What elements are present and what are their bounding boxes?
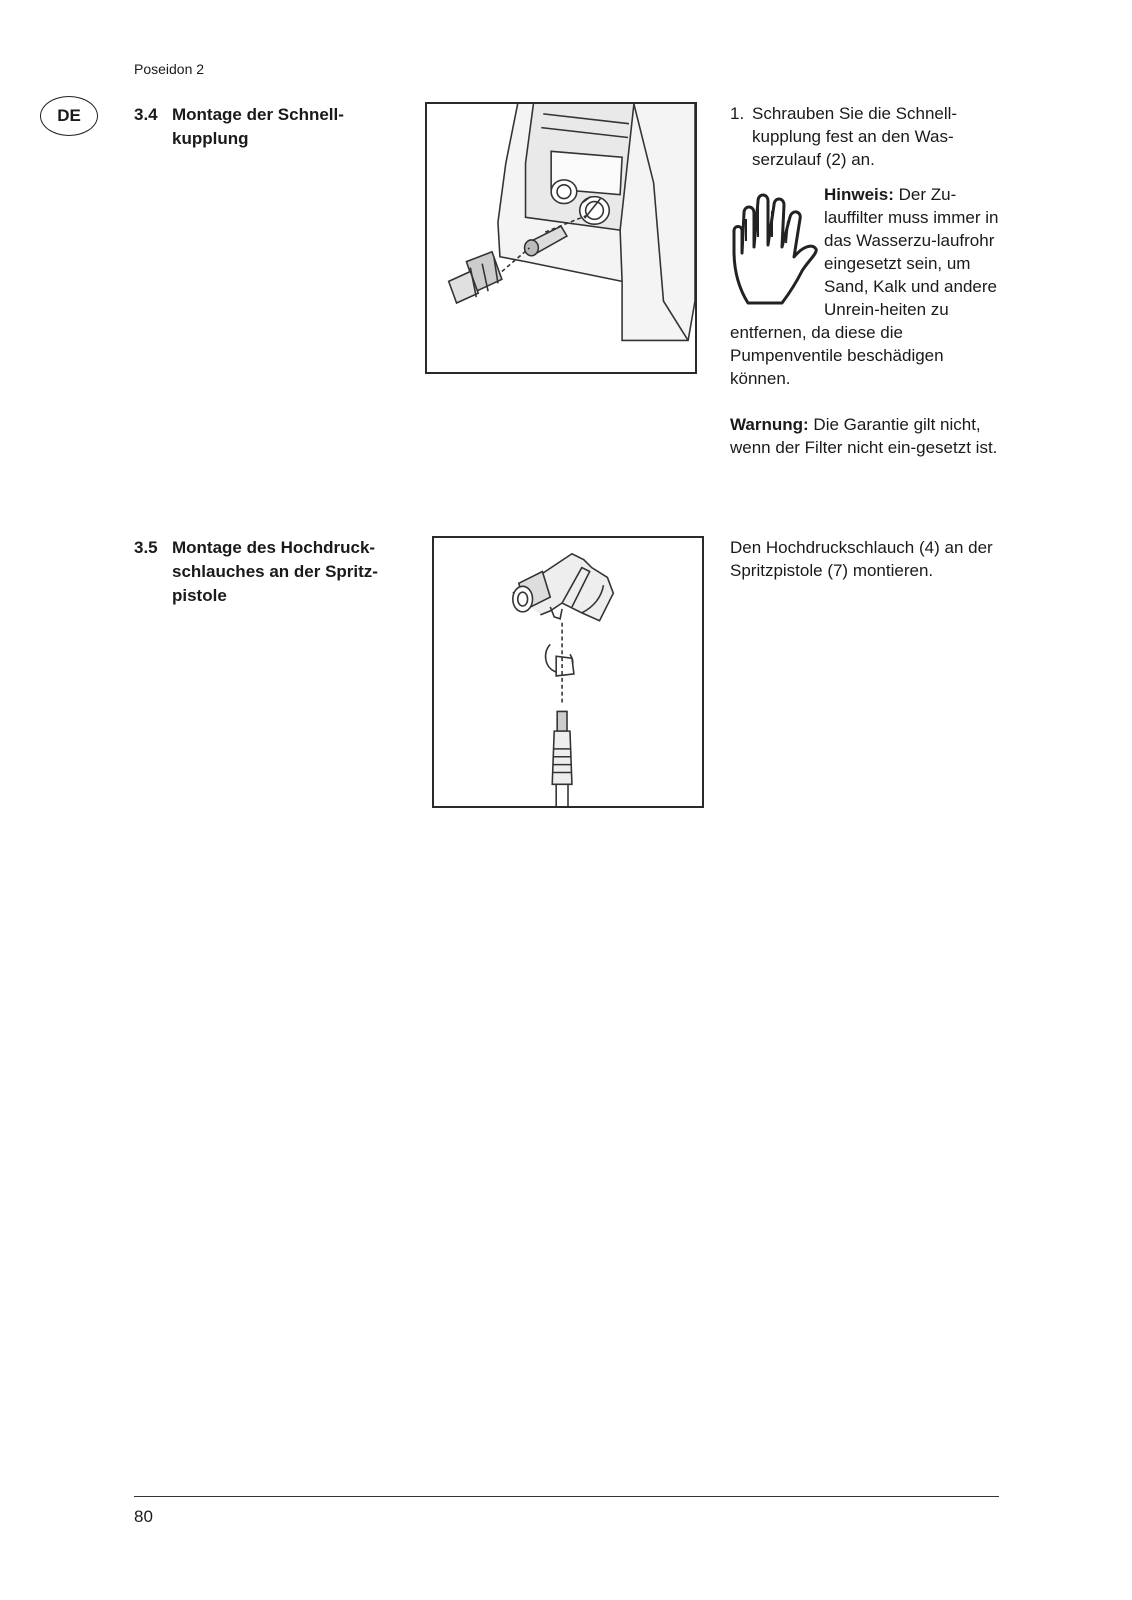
document-header: Poseidon 2	[134, 61, 205, 77]
section-number: 3.4	[134, 105, 158, 124]
footer-divider	[134, 1496, 999, 1497]
section-heading-3-5	[134, 536, 402, 608]
quick-coupling-illustration	[425, 102, 697, 374]
note-block	[730, 183, 1002, 390]
section-number: 3.5	[134, 538, 158, 557]
spray-gun-hose-drawing	[434, 538, 702, 806]
section-heading-3-4	[134, 103, 402, 151]
warning-label: Warnung:	[730, 415, 809, 434]
language-badge: DE	[40, 96, 98, 136]
section-3-4-text	[730, 102, 1002, 459]
section-3-5-text: Den Hochdruckschlauch (4) an der Spritzpistole (7) montieren.	[730, 538, 993, 580]
step-text: Schrauben Sie die Schnell-kupplung fest an den Was-serzulauf (2) an.	[752, 104, 958, 169]
section-title: Montage der Schnell-kupplung	[172, 105, 344, 148]
note-label: Hinweis:	[824, 185, 894, 204]
hand-stop-icon	[728, 191, 820, 309]
warning-block	[730, 413, 1002, 459]
hose-gun-illustration	[432, 536, 704, 808]
page-number: 80	[134, 1507, 153, 1526]
step-1	[730, 102, 1002, 171]
warning-text: Die Garantie gilt nicht, wenn der Filter nicht ein-gesetzt ist.	[730, 415, 998, 457]
pressure-washer-inlet-drawing	[427, 104, 695, 372]
section-title: Montage des Hochdruck-schlauches an der Spritz-pistole	[172, 538, 378, 605]
note-text: Der Zu-lauffilter muss immer in das Wasserzu-laufrohr eingesetzt sein, um Sand, Kalk und andere Unrein-heiten zu entfernen, da diese die Pumpenventile beschädigen können.	[730, 185, 999, 388]
step-number: 1.	[730, 104, 745, 123]
